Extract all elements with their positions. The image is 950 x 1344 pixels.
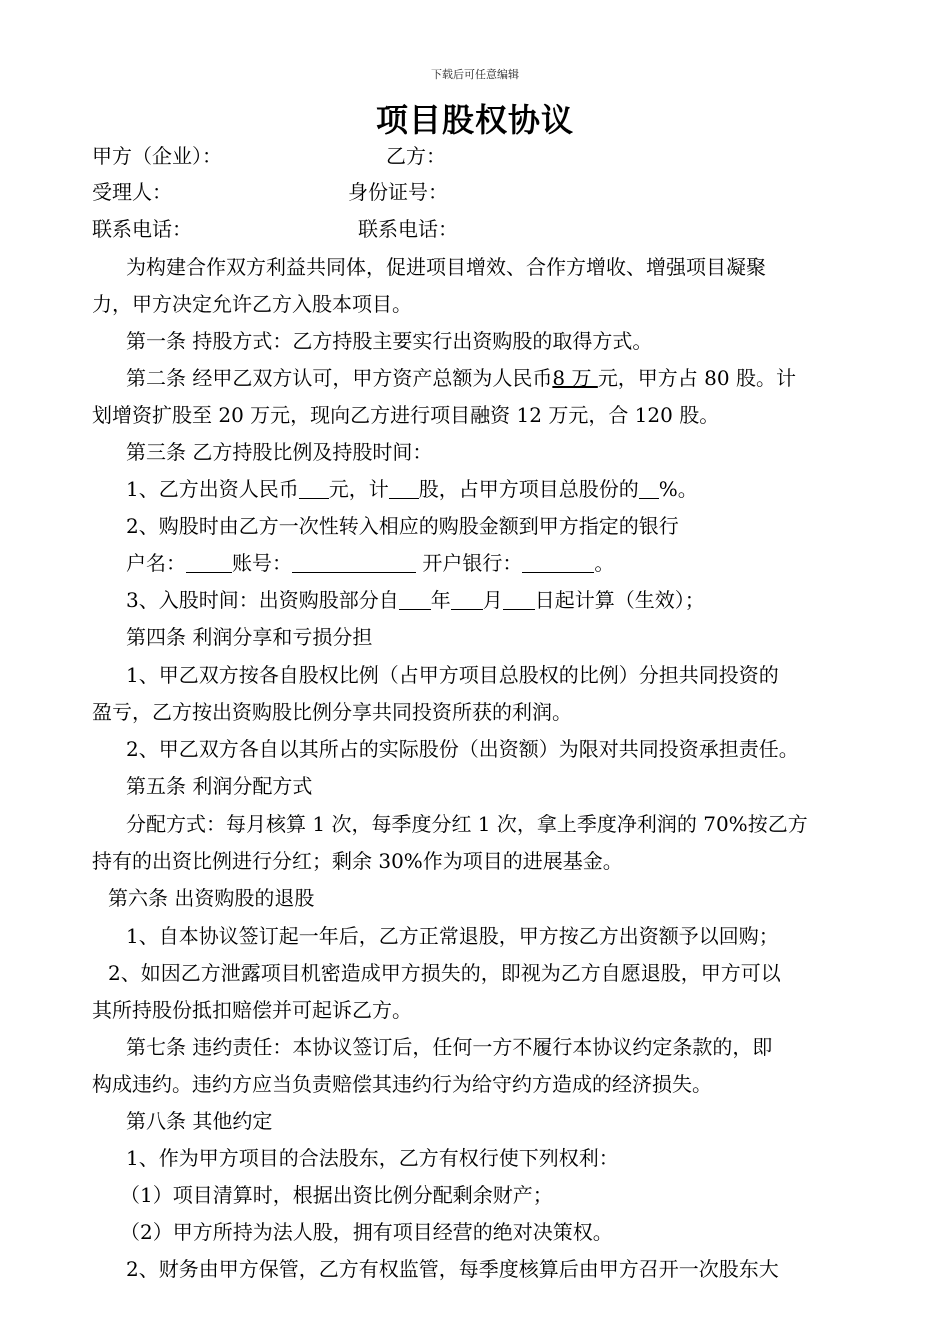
text-segment: 元，计 <box>328 477 389 501</box>
article-8-item-2 <box>0 1251 950 1287</box>
article-4-item-2 <box>0 731 950 767</box>
party-a-label: 甲方（企业）： <box>92 144 222 168</box>
id-number-label: 身份证号： <box>348 180 448 204</box>
article-8-sub-1 <box>0 1177 950 1213</box>
day-blank <box>503 587 535 610</box>
article-8-heading <box>0 1103 950 1139</box>
party-line-3 <box>0 211 950 247</box>
paragraph-text <box>126 582 705 618</box>
amount-blank <box>299 476 329 499</box>
article-2-line-1 <box>0 360 950 396</box>
article-7-line-2 <box>0 1066 950 1102</box>
paragraph-text: （1）项目清算时，根据出资比例分配剩余财产； <box>120 1183 553 1207</box>
paragraph-text: 构成违约。违约方应当负责赔偿其违约行为给守约方造成的经济损失。 <box>92 1072 712 1096</box>
text-segment: 3、入股时间：出资购股部分自 <box>126 588 399 612</box>
bank-name-blank <box>522 550 594 573</box>
agent-label: 受理人： <box>92 180 172 204</box>
article-4-item-1-line-1 <box>0 657 950 693</box>
shares-blank <box>389 476 419 499</box>
text-segment: 户名： <box>126 551 186 575</box>
text-segment: 日起计算（生效）； <box>534 588 705 612</box>
intro-line-1 <box>0 249 950 285</box>
text-segment: 。 <box>594 551 615 575</box>
article-7-line-1 <box>0 1029 950 1065</box>
document-title: 项目股权协议 <box>375 101 574 139</box>
text-segment: 第二条 经甲乙双方认可，甲方资产总额为人民币 <box>126 366 553 390</box>
account-number-blank <box>292 550 416 573</box>
article-5-heading <box>0 768 950 804</box>
paragraph-text: 分配方式：每月核算 1 次，每季度分红 1 次，拿上季度净利润的 70%按乙方 <box>126 812 808 836</box>
paragraph-text: 第五条 利润分配方式 <box>126 774 313 798</box>
asset-amount: 8 万 <box>552 366 598 390</box>
paragraph-text: 力，甲方决定允许乙方入股本项目。 <box>92 292 412 316</box>
article-6-item-1 <box>0 918 950 954</box>
text-segment: 开户银行： <box>422 551 523 575</box>
paragraph-text: 其所持股份抵扣赔偿并可起诉乙方。 <box>92 998 412 1022</box>
paragraph-text: 1、自本协议签订起一年后，乙方正常退股，甲方按乙方出资额予以回购； <box>126 924 779 948</box>
paragraph-text: 持有的出资比例进行分红；剩余 30%作为项目的进展基金。 <box>92 849 623 873</box>
text-segment: 元，甲方占 80 股。计 <box>597 366 796 390</box>
article-6-heading <box>0 880 950 916</box>
paragraph-text: 第一条 持股方式：乙方持股主要实行出资购股的取得方式。 <box>126 329 653 353</box>
article-6-item-2-line-1 <box>0 955 950 991</box>
page-header: 下载后可任意编辑 <box>431 68 519 81</box>
paragraph-text: 2、如因乙方泄露项目机密造成甲方损失的，即视为乙方自愿退股，甲方可以 <box>108 961 781 985</box>
party-line-2 <box>0 174 950 210</box>
paragraph-text <box>126 545 614 581</box>
intro-line-2 <box>0 286 950 322</box>
paragraph-text: 盈亏，乙方按出资购股比例分享共同投资所获的利润。 <box>92 700 572 724</box>
paragraph-text: 2、购股时由乙方一次性转入相应的购股金额到甲方指定的银行 <box>126 514 679 538</box>
phone-b-label: 联系电话： <box>358 217 458 241</box>
article-3-item-3 <box>0 582 950 618</box>
article-3-heading <box>0 434 950 470</box>
text-segment: 年 <box>430 588 451 612</box>
article-4-heading <box>0 619 950 655</box>
paragraph-text <box>126 471 698 507</box>
text-segment: 股，占甲方项目总股份的 <box>418 477 639 501</box>
paragraph-text: 第七条 违约责任：本协议签订后，任何一方不履行本协议约定条款的，即 <box>126 1035 773 1059</box>
article-4-item-1-line-2 <box>0 694 950 730</box>
article-8-item-1 <box>0 1140 950 1176</box>
year-blank <box>399 587 431 610</box>
paragraph-text: 划增资扩股至 20 万元，现向乙方进行项目融资 12 万元，合 120 股。 <box>92 403 720 427</box>
paragraph-text: 第六条 出资购股的退股 <box>108 886 315 910</box>
account-name-blank <box>186 550 232 573</box>
article-8-sub-2 <box>0 1214 950 1250</box>
paragraph-text: 第四条 利润分享和亏损分担 <box>126 625 373 649</box>
article-6-item-2-line-2 <box>0 992 950 1028</box>
paragraph-text: 2、甲乙双方各自以其所占的实际股份（出资额）为限对共同投资承担责任。 <box>126 737 799 761</box>
paragraph-text: 为构建合作双方利益共同体，促进项目增效、合作方增收、增强项目凝聚 <box>126 255 766 279</box>
article-5-line-2 <box>0 843 950 879</box>
text-segment: 1、乙方出资人民币 <box>126 477 299 501</box>
article-3-item-1 <box>0 471 950 507</box>
article-3-item-2 <box>0 508 950 544</box>
paragraph-text: 1、作为甲方项目的合法股东，乙方有权行使下列权利： <box>126 1146 619 1170</box>
paragraph-text: 2、财务由甲方保管，乙方有权监管，每季度核算后由甲方召开一次股东大 <box>126 1257 779 1281</box>
article-1 <box>0 323 950 359</box>
percent-blank <box>639 476 659 499</box>
paragraph-text: 1、甲乙双方按各自股权比例（占甲方项目总股权的比例）分担共同投资的 <box>126 663 779 687</box>
paragraph-text: 第三条 乙方持股比例及持股时间： <box>126 440 433 464</box>
party-b-label: 乙方： <box>386 144 446 168</box>
paragraph-text: 第八条 其他约定 <box>126 1109 273 1133</box>
paragraph-text: （2）甲方所持为法人股，拥有项目经营的绝对决策权。 <box>120 1220 613 1244</box>
article-5-line-1 <box>0 806 950 842</box>
text-segment: 月 <box>482 588 503 612</box>
text-segment: 账号： <box>232 551 292 575</box>
article-2-line-2 <box>0 397 950 433</box>
party-line-1 <box>0 138 950 174</box>
phone-a-label: 联系电话： <box>92 217 192 241</box>
paragraph-text <box>126 360 796 396</box>
text-segment: %。 <box>658 477 698 501</box>
month-blank <box>451 587 483 610</box>
bank-account-line <box>0 545 950 581</box>
